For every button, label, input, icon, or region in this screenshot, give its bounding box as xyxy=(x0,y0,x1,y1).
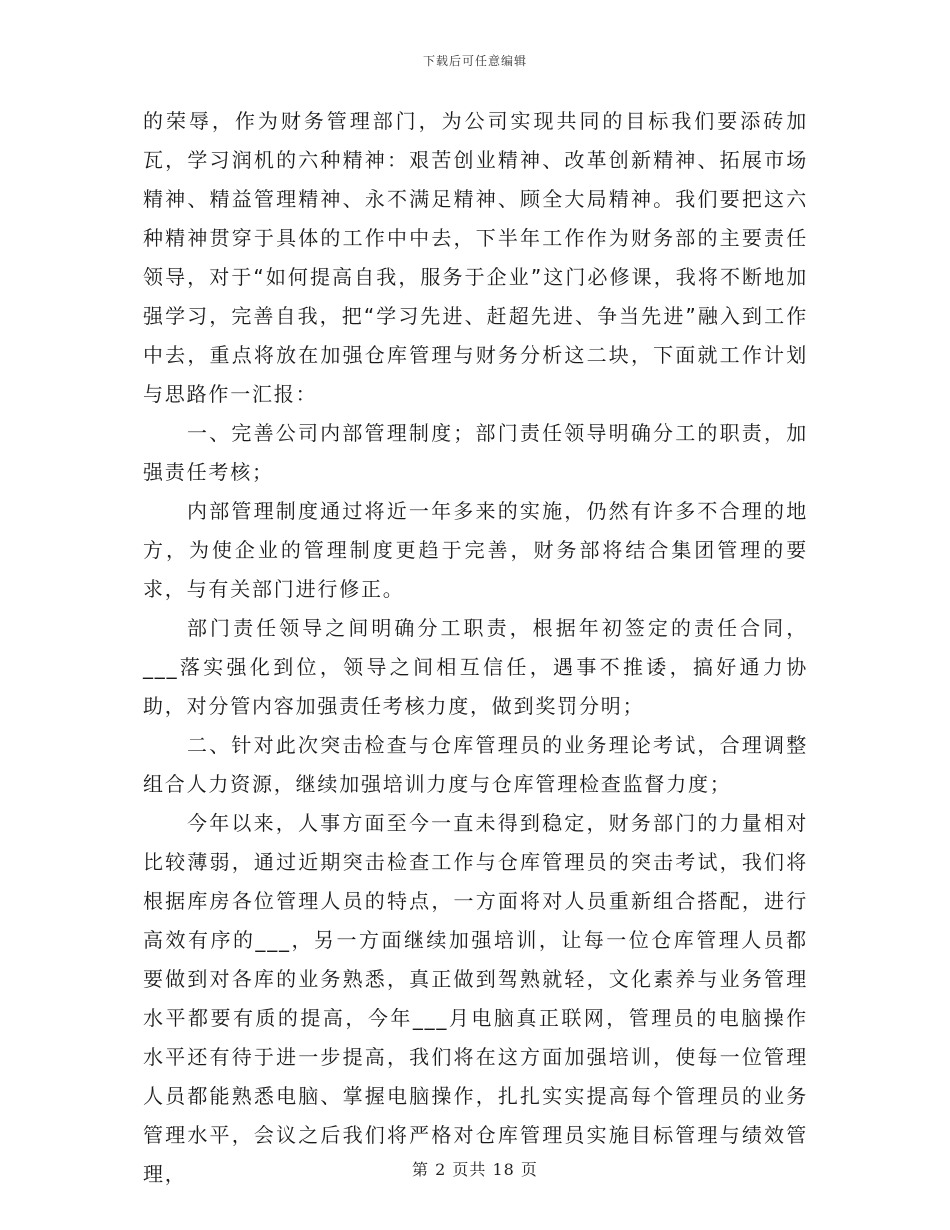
page-header: 下载后可任意编辑 xyxy=(422,54,527,68)
page-number: 第 2 页共 18 页 xyxy=(412,1160,538,1179)
paragraph: 的荣辱，作为财务管理部门，为公司实现共同的目标我们要添砖加瓦，学习润机的六种精神：艰苦创业精神、改革创新精神、拓展市场精神、精益管理精神、永不满足精神、顾全大局精神。我们要把这六种精神贯穿于具体的工作中中去，下半年工作作为财务部的主要责任领导，对于“如何提高自我，服务于企业”这门必修课，我将不断地加强学习，完善自我，把“学习先进、赶超先进、争当先进”融入到工作中去，重点将放在加强仓库管理与财务分析这二块，下面就工作计划与思路作一汇报： xyxy=(143,109,808,406)
document-body xyxy=(143,102,808,1194)
section-heading: 一、完善公司内部管理制度；部门责任领导明确分工的职责，加强责任考核； xyxy=(143,421,808,484)
paragraph: 内部管理制度通过将近一年多来的实施，仍然有许多不合理的地方，为使企业的管理制度更趋于完善，财务部将结合集团管理的要求，与有关部门进行修正。 xyxy=(143,499,808,601)
paragraph: 部门责任领导之间明确分工职责，根据年初签定的责任合同，___落实强化到位，领导之间相互信任，遇事不推诿，搞好通力协助，对分管内容加强责任考核力度，做到奖罚分明； xyxy=(143,616,808,718)
paragraph: 今年以来，人事方面至今一直未得到稳定，财务部门的力量相对比较薄弱，通过近期突击检查工作与仓库管理员的突击考试，我们将根据库房各位管理人员的特点，一方面将对人员重新组合搭配，进行高效有序的___，另一方面继续加强培训，让每一位仓库管理人员都要做到对各库的业务熟悉，真正做到驾熟就轻，文化素养与业务管理水平都要有质的提高，今年___月电脑真正联网，管理员的电脑操作水平还有待于进一步提高，我们将在这方面加强培训，使每一位管理人员都能熟悉电脑、掌握电脑操作，扎扎实实提高每个管理员的业务管理水平，会议之后我们将严格对仓库管理员实施目标管理与绩效管理， xyxy=(143,811,808,1186)
section-heading: 二、针对此次突击检查与仓库管理员的业务理论考试，合理调整组合人力资源，继续加强培训力度与仓库管理检查监督力度； xyxy=(143,733,808,796)
